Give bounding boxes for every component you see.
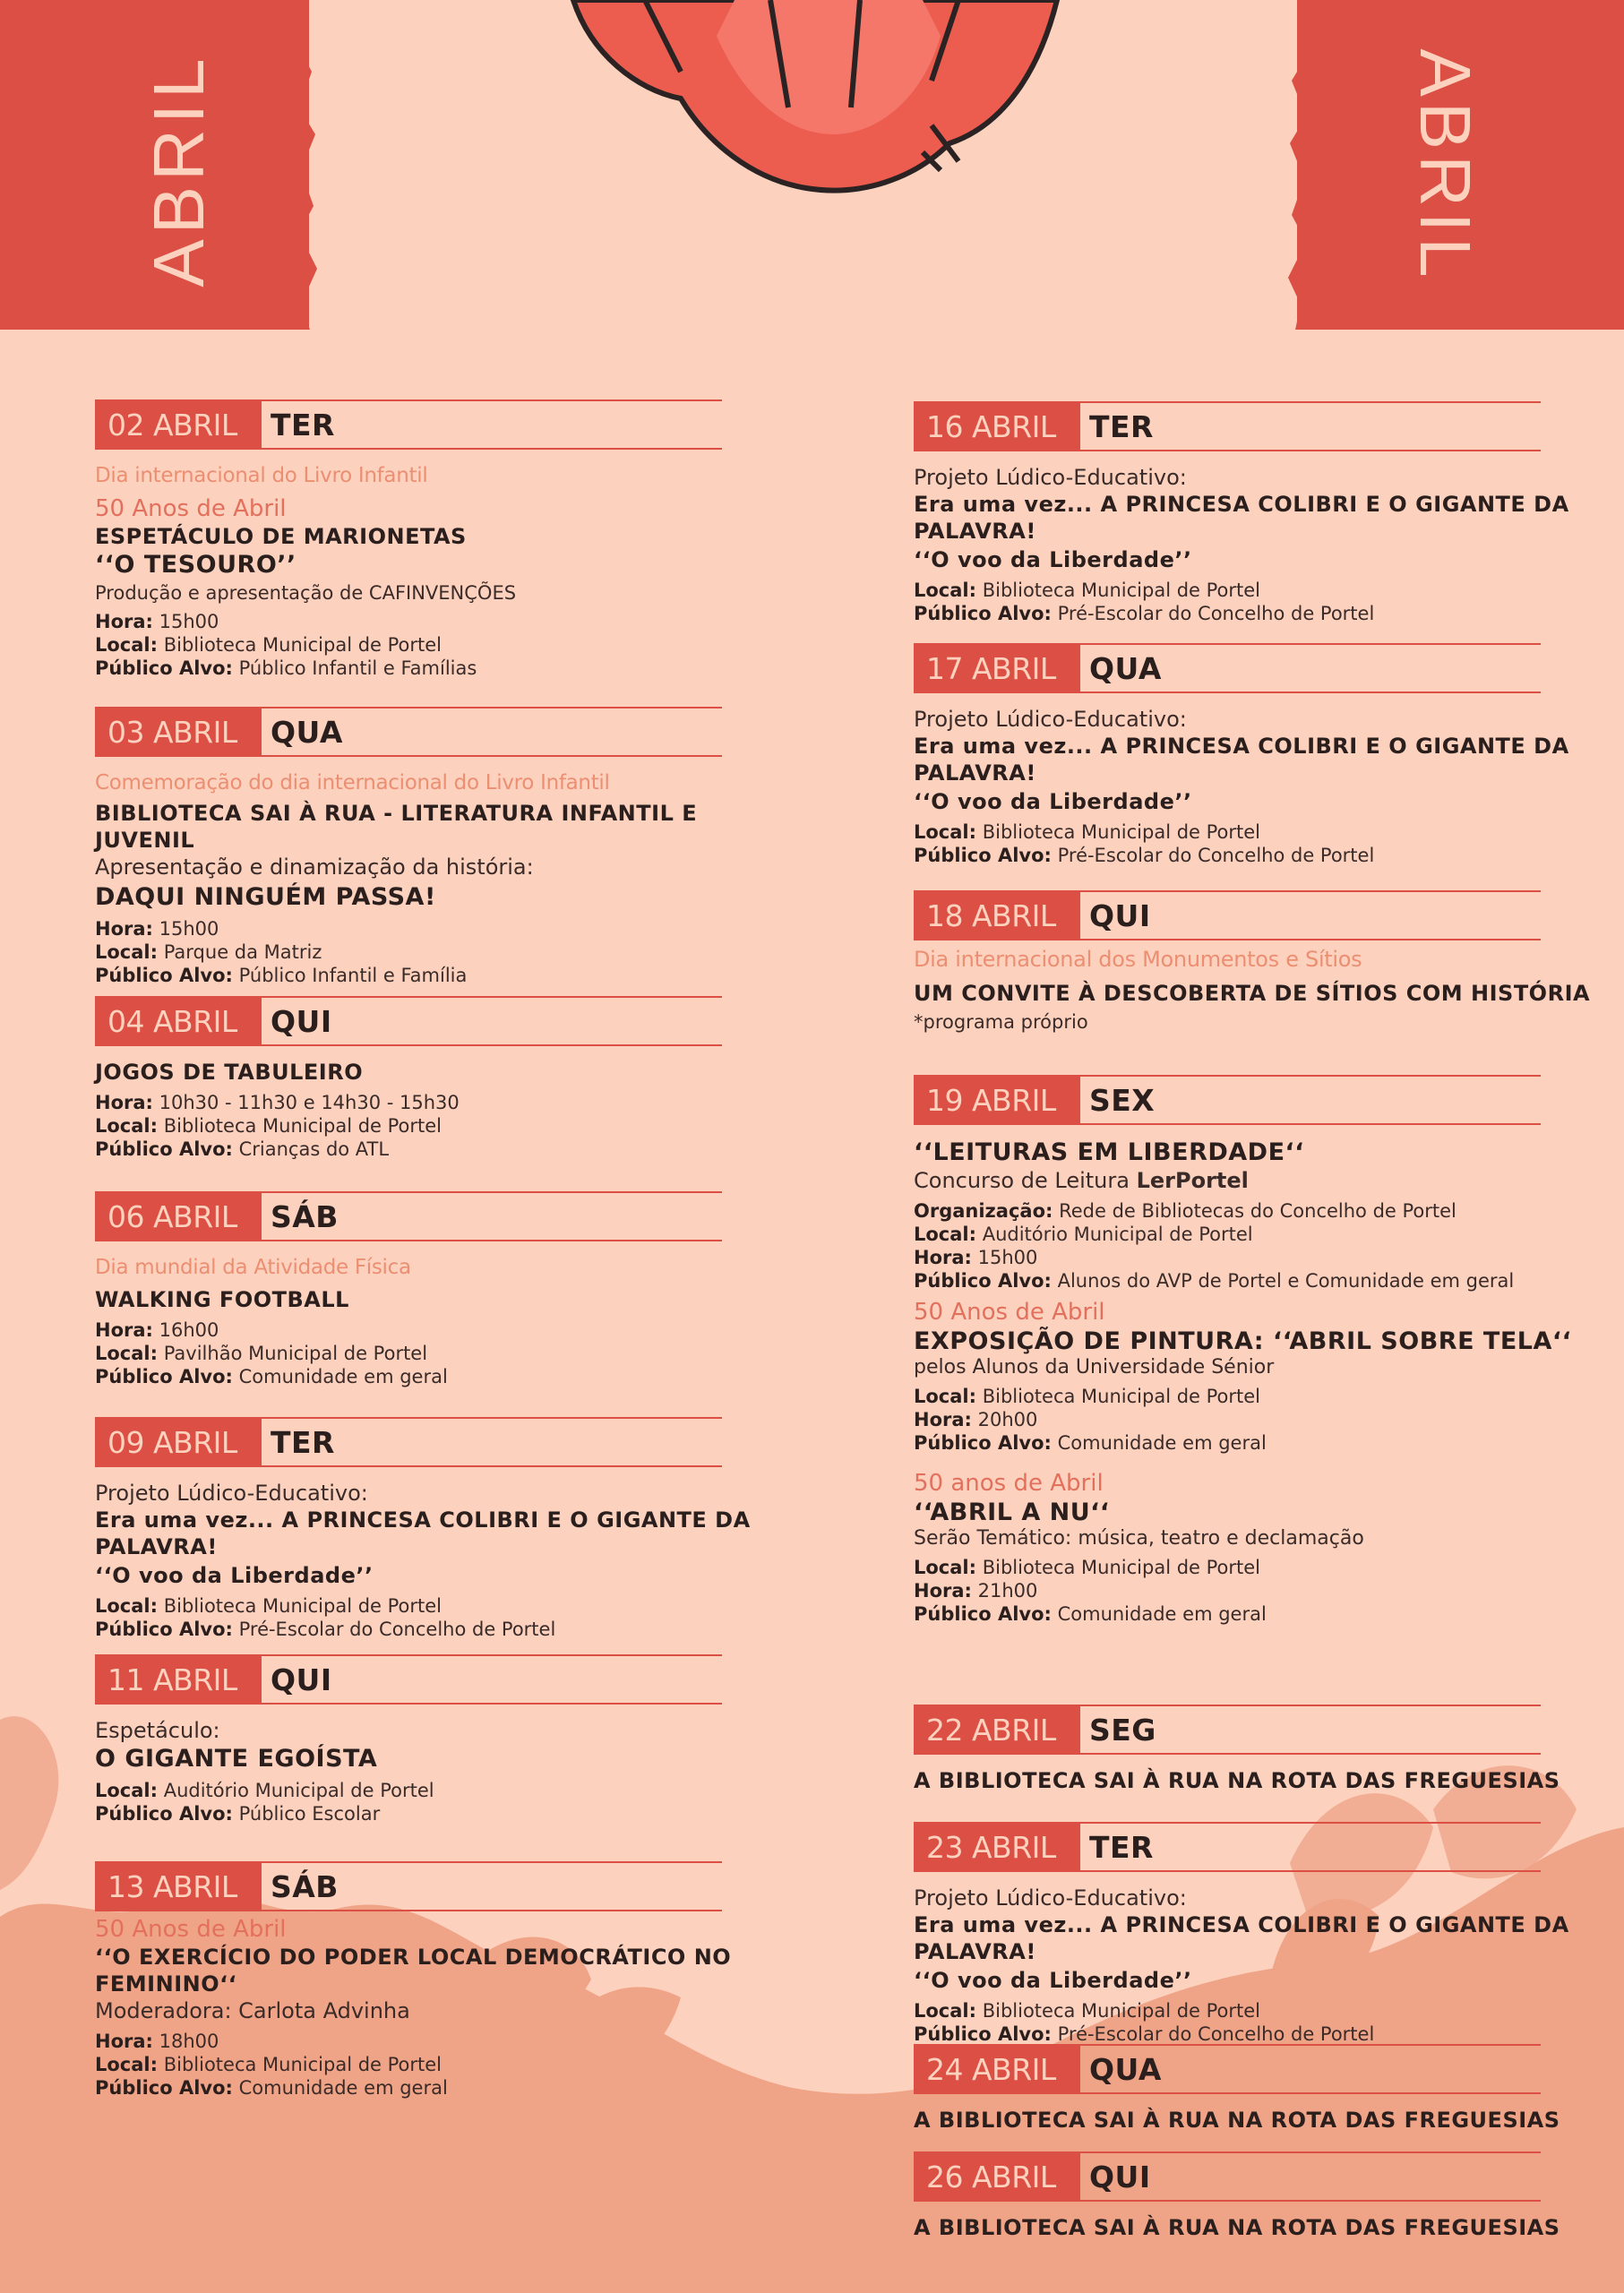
event-description: Serão Temático: música, teatro e declamação	[914, 1527, 1364, 1550]
event-title: BIBLIOTECA SAI À RUA - LITERATURA INFANTIL E JUVENIL	[95, 801, 698, 853]
event-weekday: SÁB	[271, 1868, 339, 1904]
event-17-abril	[914, 643, 1603, 867]
event-weekday: TER	[271, 1424, 335, 1460]
event-18-abril	[914, 890, 1603, 1034]
event-weekday: QUA	[1089, 2051, 1162, 2087]
event-time: Hora: 15h00	[914, 1247, 1038, 1268]
date-header	[95, 996, 722, 1046]
event-subtitle: ‘‘O voo da Liberdade’’	[914, 1968, 1192, 1993]
event-date: 13 ABRIL	[95, 1863, 262, 1910]
event-title: Era uma vez... A PRINCESA COLIBRI E O GIGANTE DA PALAVRA!	[914, 492, 1569, 544]
event-date: 06 ABRIL	[95, 1193, 262, 1240]
event-subtitle: ‘‘O voo da Liberdade’’	[95, 1563, 374, 1588]
event-location: Local: Parque da Matriz	[95, 941, 322, 963]
event-location: Local: Pavilhão Municipal de Portel	[95, 1343, 428, 1364]
event-audience: Público Alvo: Comunidade em geral	[95, 1366, 448, 1387]
event-description: Projeto Lúdico-Educativo:	[914, 1885, 1187, 1911]
event-weekday: QUI	[271, 1003, 332, 1039]
event-weekday: TER	[271, 407, 335, 442]
event-location: Local: Biblioteca Municipal de Portel	[95, 1595, 443, 1617]
date-header	[95, 707, 722, 757]
event-date: 24 ABRIL	[914, 2046, 1080, 2092]
event-02-abril	[95, 399, 758, 680]
event-date: 18 ABRIL	[914, 892, 1080, 939]
event-description: Projeto Lúdico-Educativo:	[914, 707, 1187, 732]
event-title: EXPOSIÇÃO DE PINTURA: ‘‘ABRIL SOBRE TELA‘‘	[914, 1327, 1572, 1355]
event-title: JOGOS DE TABULEIRO	[95, 1060, 364, 1085]
event-time: Hora: 10h30 - 11h30 e 14h30 - 15h30	[95, 1092, 460, 1113]
event-19-abril	[914, 1075, 1603, 1626]
event-audience: Público Alvo: Público Escolar	[95, 1803, 381, 1825]
event-note: 50 anos de Abril	[914, 1470, 1104, 1497]
event-time: Hora: 16h00	[95, 1319, 219, 1341]
event-time: Hora: 15h00	[95, 918, 219, 940]
date-header	[95, 399, 722, 450]
event-11-abril	[95, 1654, 758, 1825]
event-audience: Público Alvo: Pré-Escolar do Concelho de Portel	[914, 2023, 1375, 2045]
event-title: ‘‘LEITURAS EM LIBERDADE‘‘	[914, 1138, 1305, 1166]
date-header	[95, 1861, 722, 1911]
event-weekday: QUA	[1089, 650, 1162, 686]
event-date: 23 ABRIL	[914, 1824, 1080, 1870]
event-time: Hora: 20h00	[914, 1409, 1038, 1430]
event-title: ‘‘ABRIL A NU‘‘	[914, 1499, 1110, 1526]
event-description: Moderadora: Carlota Advinha	[95, 1998, 410, 2023]
event-date: 04 ABRIL	[95, 998, 262, 1044]
event-subtitle: DAQUI NINGUÉM PASSA!	[95, 883, 436, 911]
event-weekday: SÁB	[271, 1198, 339, 1234]
event-note: 50 Anos de Abril	[914, 1299, 1105, 1326]
banner-right	[1297, 0, 1624, 330]
date-header	[914, 1822, 1541, 1872]
event-title: Era uma vez... A PRINCESA COLIBRI E O GIGANTE DA PALAVRA!	[914, 734, 1569, 786]
event-title: Era uma vez... A PRINCESA COLIBRI E O GIGANTE DA PALAVRA!	[914, 1912, 1569, 1964]
event-audience: Público Alvo: Alunos do AVP de Portel e Comunidade em geral	[914, 1270, 1515, 1292]
event-title: O GIGANTE EGOÍSTA	[95, 1745, 378, 1773]
event-title: WALKING FOOTBALL	[95, 1287, 349, 1312]
event-23-abril	[914, 1822, 1603, 2046]
event-description: Apresentação e dinamização da história:	[95, 855, 534, 880]
date-header	[914, 643, 1541, 693]
date-header	[95, 1654, 722, 1705]
event-09-abril	[95, 1417, 758, 1641]
event-organizer: Organização: Rede de Bibliotecas do Concelho de Portel	[914, 1200, 1456, 1222]
date-header	[95, 1417, 722, 1467]
event-location: Local: Biblioteca Municipal de Portel	[914, 821, 1261, 843]
date-header	[914, 1075, 1541, 1125]
event-weekday: QUA	[271, 714, 343, 750]
event-audience: Público Alvo: Comunidade em geral	[914, 1603, 1267, 1625]
event-audience: Público Alvo: Comunidade em geral	[95, 2077, 448, 2099]
event-remark: *programa próprio	[914, 1011, 1088, 1033]
banner-right-title: ABRIL	[1405, 48, 1485, 283]
event-location: Local: Biblioteca Municipal de Portel	[914, 580, 1261, 601]
banner-left-title: ABRIL	[139, 53, 219, 288]
event-date: 16 ABRIL	[914, 403, 1080, 450]
event-location: Local: Biblioteca Municipal de Portel	[914, 1386, 1261, 1407]
event-audience: Público Alvo: Pré-Escolar do Concelho de Portel	[914, 603, 1375, 624]
event-note-secondary: 50 Anos de Abril	[95, 495, 287, 522]
event-description: Projeto Lúdico-Educativo:	[95, 1481, 368, 1506]
event-description: Concurso de Leitura LerPortel	[914, 1168, 1249, 1193]
event-title: A BIBLIOTECA SAI À RUA NA ROTA DAS FREGUESIAS	[914, 2215, 1560, 2240]
event-location: Local: Biblioteca Municipal de Portel	[95, 2054, 443, 2075]
event-audience: Público Alvo: Público Infantil e Famílias	[95, 657, 477, 679]
event-22-abril	[914, 1705, 1603, 1794]
date-header	[914, 1705, 1541, 1755]
event-title: A BIBLIOTECA SAI À RUA NA ROTA DAS FREGUESIAS	[914, 2108, 1560, 2133]
event-location: Local: Biblioteca Municipal de Portel	[95, 634, 443, 656]
event-subtitle: ‘‘O voo da Liberdade’’	[914, 547, 1192, 572]
event-location: Local: Auditório Municipal de Portel	[914, 1224, 1253, 1245]
event-subtitle: ‘‘O TESOURO’’	[95, 551, 296, 579]
event-description: Projeto Lúdico-Educativo:	[914, 465, 1187, 490]
event-date: 11 ABRIL	[95, 1656, 262, 1703]
date-header	[914, 401, 1541, 451]
date-header	[914, 890, 1541, 940]
event-time: Hora: 18h00	[95, 2031, 219, 2052]
date-header	[95, 1191, 722, 1241]
carnation-flower-illustration	[537, 0, 1093, 215]
event-audience: Público Alvo: Comunidade em geral	[914, 1432, 1267, 1454]
event-title: A BIBLIOTECA SAI À RUA NA ROTA DAS FREGUESIAS	[914, 1768, 1560, 1793]
event-description: pelos Alunos da Universidade Sénior	[914, 1356, 1275, 1378]
event-24-abril	[914, 2044, 1603, 2134]
event-title: ESPETÁCULO DE MARIONETAS	[95, 524, 467, 549]
event-date: 03 ABRIL	[95, 709, 262, 755]
event-location: Local: Biblioteca Municipal de Portel	[914, 2000, 1261, 2022]
event-weekday: QUI	[1089, 2159, 1151, 2194]
event-note: Comemoração do dia internacional do Livro Infantil	[95, 771, 610, 794]
event-audience: Público Alvo: Crianças do ATL	[95, 1138, 390, 1160]
event-weekday: TER	[1089, 1829, 1154, 1865]
event-06-abril	[95, 1191, 758, 1388]
event-date: 22 ABRIL	[914, 1706, 1080, 1753]
event-audience: Público Alvo: Pré-Escolar do Concelho de Portel	[95, 1619, 556, 1640]
event-date: 02 ABRIL	[95, 401, 262, 448]
event-subtitle: ‘‘O voo da Liberdade’’	[914, 789, 1192, 814]
event-audience: Público Alvo: Público Infantil e Família	[95, 965, 468, 986]
event-note: Dia internacional do Livro Infantil	[95, 464, 428, 487]
banner-left	[0, 0, 309, 330]
event-note: Dia mundial da Atividade Física	[95, 1256, 411, 1279]
event-date: 09 ABRIL	[95, 1419, 262, 1465]
event-weekday: TER	[1089, 408, 1154, 444]
event-26-abril	[914, 2151, 1603, 2241]
date-header	[914, 2151, 1541, 2202]
event-title: ‘‘O EXERCÍCIO DO PODER LOCAL DEMOCRÁTICO NO FEMININO‘‘	[95, 1945, 732, 1997]
event-date: 19 ABRIL	[914, 1077, 1080, 1123]
event-location: Local: Biblioteca Municipal de Portel	[95, 1115, 443, 1137]
event-13-abril	[95, 1861, 758, 2100]
event-title: UM CONVITE À DESCOBERTA DE SÍTIOS COM HISTÓRIA	[914, 981, 1591, 1006]
event-weekday: SEX	[1089, 1082, 1156, 1118]
event-time: Hora: 15h00	[95, 611, 219, 632]
event-time: Hora: 21h00	[914, 1580, 1038, 1602]
event-audience: Público Alvo: Pré-Escolar do Concelho de Portel	[914, 845, 1375, 866]
event-note: Dia internacional dos Monumentos e Sítios	[914, 947, 1362, 972]
event-16-abril	[914, 401, 1603, 625]
event-note: 50 Anos de Abril	[95, 1916, 287, 1943]
event-04-abril	[95, 996, 758, 1161]
event-date: 17 ABRIL	[914, 645, 1080, 691]
event-date: 26 ABRIL	[914, 2153, 1080, 2200]
event-location: Local: Auditório Municipal de Portel	[95, 1780, 434, 1801]
event-03-abril	[95, 707, 758, 987]
event-weekday: QUI	[271, 1662, 332, 1697]
event-location: Local: Biblioteca Municipal de Portel	[914, 1557, 1261, 1578]
event-weekday: SEG	[1089, 1712, 1156, 1748]
event-description: Espetáculo:	[95, 1718, 220, 1743]
event-title: Era uma vez... A PRINCESA COLIBRI E O GIGANTE DA PALAVRA!	[95, 1507, 751, 1559]
event-weekday: QUI	[1089, 897, 1151, 933]
date-header	[914, 2044, 1541, 2094]
event-description: Produção e apresentação de CAFINVENÇÕES	[95, 582, 517, 604]
